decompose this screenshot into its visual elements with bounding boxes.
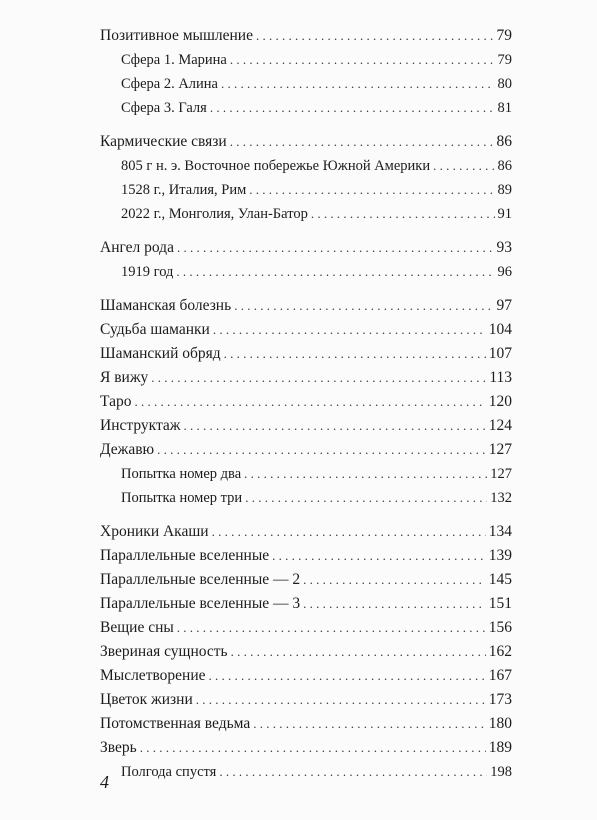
toc-entry-title: Шаманский обряд: [100, 345, 221, 362]
dot-leader: [221, 72, 495, 96]
toc-entry-title: Сфера 1. Марина: [121, 52, 227, 68]
dot-leader: [253, 712, 486, 736]
table-of-contents: [100, 24, 512, 784]
toc-entry-title: Цветок жизни: [100, 691, 193, 708]
toc-entry-page: 104: [488, 321, 512, 338]
toc-entry-page: 93: [496, 239, 512, 256]
toc-subentry: [100, 178, 512, 202]
toc-entry-page: 127: [488, 441, 512, 458]
toc-entry-title: Кармические связи: [100, 133, 227, 150]
dot-leader: [196, 688, 486, 712]
dot-leader: [272, 544, 486, 568]
dot-leader: [184, 414, 486, 438]
dot-leader: [140, 736, 486, 760]
dot-leader: [256, 24, 494, 48]
dot-leader: [231, 640, 486, 664]
toc-subentry: [100, 462, 512, 486]
dot-leader: [245, 486, 487, 510]
toc-entry-title: Шаманская болезнь: [100, 297, 232, 314]
toc-entry: [100, 592, 512, 616]
dot-leader: [244, 462, 487, 486]
toc-entry-title: Вещие сны: [100, 619, 174, 636]
toc-entry-title: Полгода спустя: [121, 764, 217, 780]
toc-entry-page: 189: [488, 739, 512, 756]
toc-entry-page: 113: [489, 369, 512, 386]
toc-subentry: [100, 96, 512, 120]
toc-entry-title: Потомственная ведьма: [100, 715, 251, 732]
dot-leader: [176, 260, 494, 284]
toc-entry-title: Инструктаж: [100, 417, 181, 434]
toc-entry-page: 80: [497, 76, 512, 92]
toc-entry-title: 805 г н. э. Восточное побережье Южной Америки: [121, 158, 431, 174]
toc-entry-title: Таро: [100, 393, 132, 410]
toc-entry-page: 81: [497, 100, 512, 116]
toc-entry: [100, 640, 512, 664]
toc-entry-title: Позитивное мышление: [100, 27, 253, 44]
toc-entry-page: 96: [497, 264, 512, 280]
toc-entry: [100, 544, 512, 568]
toc-entry: [100, 712, 512, 736]
page-number: 4: [100, 772, 109, 792]
toc-entry: [100, 24, 512, 48]
dot-leader: [230, 48, 495, 72]
toc-entry-title: Дежавю: [100, 441, 155, 458]
dot-leader: [134, 390, 485, 414]
toc-entry-page: 124: [488, 417, 512, 434]
toc-entry-title: Сфера 3. Галя: [121, 100, 207, 116]
toc-entry-page: 127: [490, 466, 512, 482]
toc-entry: [100, 664, 512, 688]
toc-entry-page: 89: [497, 182, 512, 198]
toc-entry-page: 162: [488, 643, 512, 660]
toc-subentry: [100, 486, 512, 510]
toc-entry-page: 173: [488, 691, 512, 708]
toc-subentry: [100, 154, 512, 178]
toc-entry-page: 107: [488, 345, 512, 362]
toc-entry-page: 79: [497, 52, 512, 68]
toc-entry-title: Попытка номер три: [121, 490, 243, 506]
toc-entry-title: Мыслетворение: [100, 667, 206, 684]
toc-entry-title: Попытка номер два: [121, 466, 242, 482]
dot-leader: [224, 342, 486, 366]
toc-entry-page: 156: [488, 619, 512, 636]
toc-entry-page: 91: [497, 206, 512, 222]
toc-entry-page: 145: [488, 571, 512, 588]
toc-entry-page: 180: [488, 715, 512, 732]
toc-entry: [100, 438, 512, 462]
dot-leader: [157, 438, 486, 462]
toc-entry-page: 167: [488, 667, 512, 684]
toc-entry: [100, 520, 512, 544]
dot-leader: [177, 236, 494, 260]
toc-entry-title: 1528 г., Италия, Рим: [121, 182, 247, 198]
toc-entry: [100, 318, 512, 342]
toc-entry: [100, 568, 512, 592]
dot-leader: [210, 96, 495, 120]
toc-entry-title: Параллельные вселенные: [100, 547, 270, 564]
dot-leader: [212, 520, 486, 544]
dot-leader: [151, 366, 486, 390]
toc-entry-title: Сфера 2. Алина: [121, 76, 218, 92]
dot-leader: [219, 760, 487, 784]
toc-entry-title: Звериная сущность: [100, 643, 228, 660]
toc-entry-title: Ангел рода: [100, 239, 174, 256]
toc-entry: [100, 342, 512, 366]
toc-entry: [100, 294, 512, 318]
toc-entry-page: 132: [490, 490, 512, 506]
toc-entry-page: 120: [488, 393, 512, 410]
toc-entry-title: Зверь: [100, 739, 137, 756]
toc-subentry: [100, 72, 512, 96]
toc-entry-page: 79: [496, 27, 512, 44]
dot-leader: [234, 294, 493, 318]
toc-entry: [100, 736, 512, 760]
dot-leader: [177, 616, 486, 640]
dot-leader: [303, 568, 486, 592]
toc-entry-page: 198: [490, 764, 512, 780]
toc-entry-title: Параллельные вселенные — 2: [100, 571, 301, 588]
toc-entry: [100, 688, 512, 712]
toc-entry-title: Я вижу: [100, 369, 149, 386]
toc-entry: [100, 366, 512, 390]
toc-entry-title: Судьба шаманки: [100, 321, 210, 338]
toc-entry: [100, 130, 512, 154]
toc-entry: [100, 616, 512, 640]
toc-subentry: [100, 202, 512, 226]
toc-entry-page: 151: [488, 595, 512, 612]
toc-subentry: [100, 48, 512, 72]
toc-entry-title: 1919 год: [121, 264, 174, 280]
toc-entry: [100, 414, 512, 438]
toc-subentry: [100, 260, 512, 284]
toc-entry: [100, 236, 512, 260]
toc-entry-title: Параллельные вселенные — 3: [100, 595, 301, 612]
toc-entry-page: 139: [488, 547, 512, 564]
toc-entry-page: 86: [497, 158, 512, 174]
dot-leader: [249, 178, 494, 202]
toc-subentry: [100, 760, 512, 784]
dot-leader: [311, 202, 495, 226]
dot-leader: [303, 592, 486, 616]
dot-leader: [213, 318, 486, 342]
toc-entry-title: 2022 г., Монголия, Улан-Батор: [121, 206, 308, 222]
toc-entry-page: 134: [488, 523, 512, 540]
toc-entry-page: 97: [496, 297, 512, 314]
dot-leader: [433, 154, 494, 178]
dot-leader: [230, 130, 494, 154]
toc-entry-title: Хроники Акаши: [100, 523, 209, 540]
dot-leader: [209, 664, 486, 688]
toc-entry: [100, 390, 512, 414]
toc-entry-page: 86: [496, 133, 512, 150]
